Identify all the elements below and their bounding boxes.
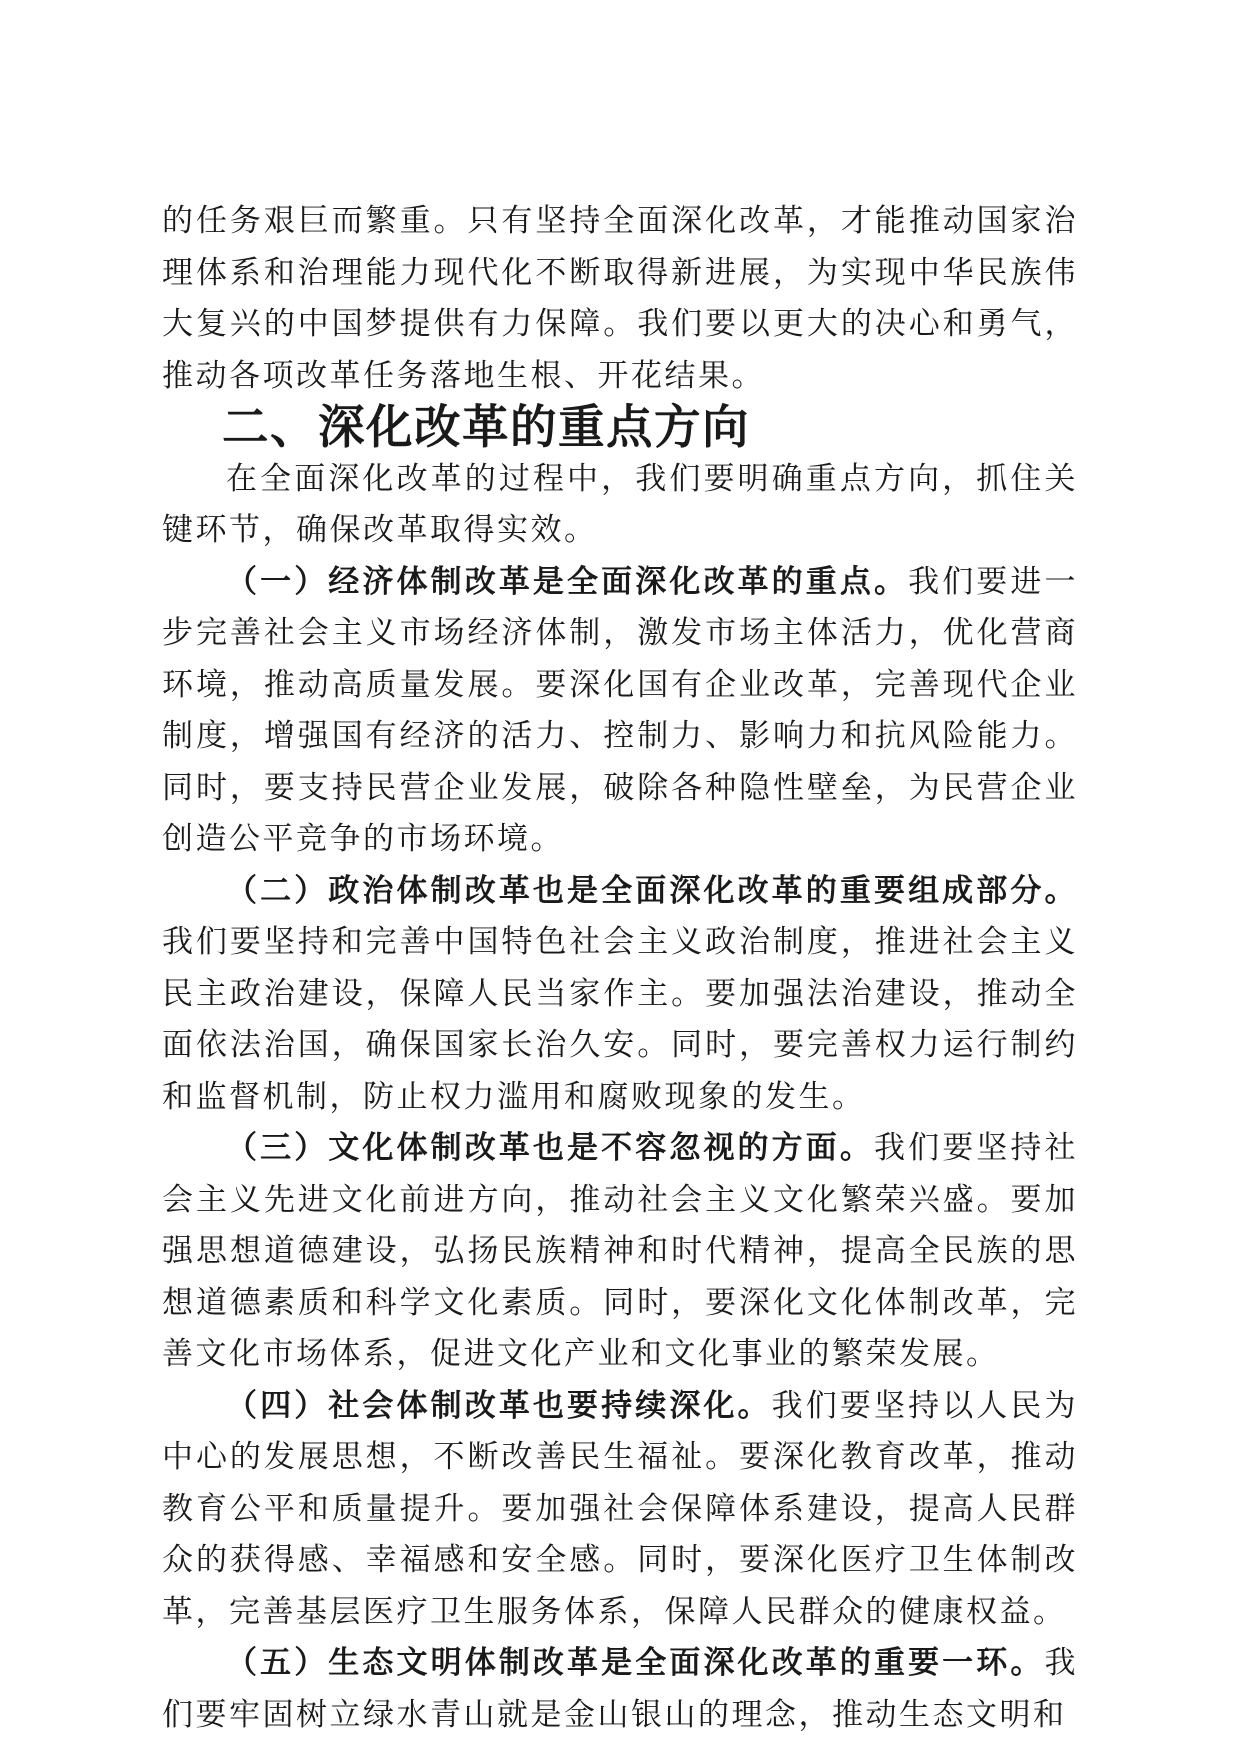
section-intro-paragraph: 在全面深化改革的过程中，我们要明确重点方向，抓住关键环节，确保改革取得实效。	[162, 460, 1078, 548]
item-body-2: 我们要坚持和完善中国特色社会主义政治制度，推进社会主义民主政治建设，保障人民当家作主。要加强法治建设，推动全面依法治国，确保国家长治久安。同时，要完善权力运行制约和监督机制，防止权力滥用和腐败现象的发生。	[162, 924, 1078, 1115]
item-lead-2: （二）政治体制改革也是全面深化改革的重要组成部分。	[226, 872, 1078, 909]
item-body-3: 我们要坚持社会主义先进文化前进方向，推动社会主义文化繁荣兴盛。要加强思想道德建设，弘扬民族精神和时代精神，提高全民族的思想道德素质和科学文化素质。同时，要深化文化体制改革，完善文化市场体系，促进文化产业和文化事业的繁荣发展。	[162, 1130, 1079, 1372]
item-lead-1: （一）经济体制改革是全面深化改革的重点。	[226, 563, 909, 600]
item-lead-4: （四）社会体制改革也要持续深化。	[226, 1387, 772, 1424]
continuation-paragraph: 的任务艰巨而繁重。只有坚持全面深化改革，才能推动国家治理体系和治理能力现代化不断取得新进展，为实现中华民族伟大复兴的中国梦提供有力保障。我们要以更大的决心和勇气，推动各项改革任务落地生根、开花结果。	[162, 203, 1078, 394]
item-paragraph-1	[162, 557, 1078, 866]
item-paragraph-3	[162, 1123, 1078, 1381]
item-paragraph-2	[162, 866, 1078, 1124]
document-page	[162, 196, 1078, 1741]
section-heading: 二、深化改革的重点方向	[222, 400, 750, 454]
item-paragraph-4	[162, 1381, 1078, 1639]
item-body-1: 我们要进一步完善社会主义市场经济体制，激发市场主体活力，优化营商环境，推动高质量发展。要深化国有企业改革，完善现代企业制度，增强国有经济的活力、控制力、影响力和抗风险能力。同时，要支持民营企业发展，破除各种隐性壁垒，为民营企业创造公平竞争的市场环境。	[162, 563, 1079, 857]
item-paragraph-5	[162, 1638, 1078, 1741]
item-lead-5: （五）生态文明体制改革是全面深化改革的重要一环。	[226, 1645, 1045, 1681]
item-body-4: 我们要坚持以人民为中心的发展思想，不断改善民生福祉。要深化教育改革，推动教育公平和质量提升。要加强社会保障体系建设，提高人民群众的获得感、幸福感和安全感。同时，要深化医疗卫生体制改革，完善基层医疗卫生服务体系，保障人民群众的健康权益。	[162, 1387, 1079, 1630]
item-lead-3: （三）文化体制改革也是不容忽视的方面。	[226, 1130, 874, 1166]
item-body-5: 我们要牢固树立绿水青山就是金山银山的理念，推动生态文明和	[162, 1645, 1078, 1733]
